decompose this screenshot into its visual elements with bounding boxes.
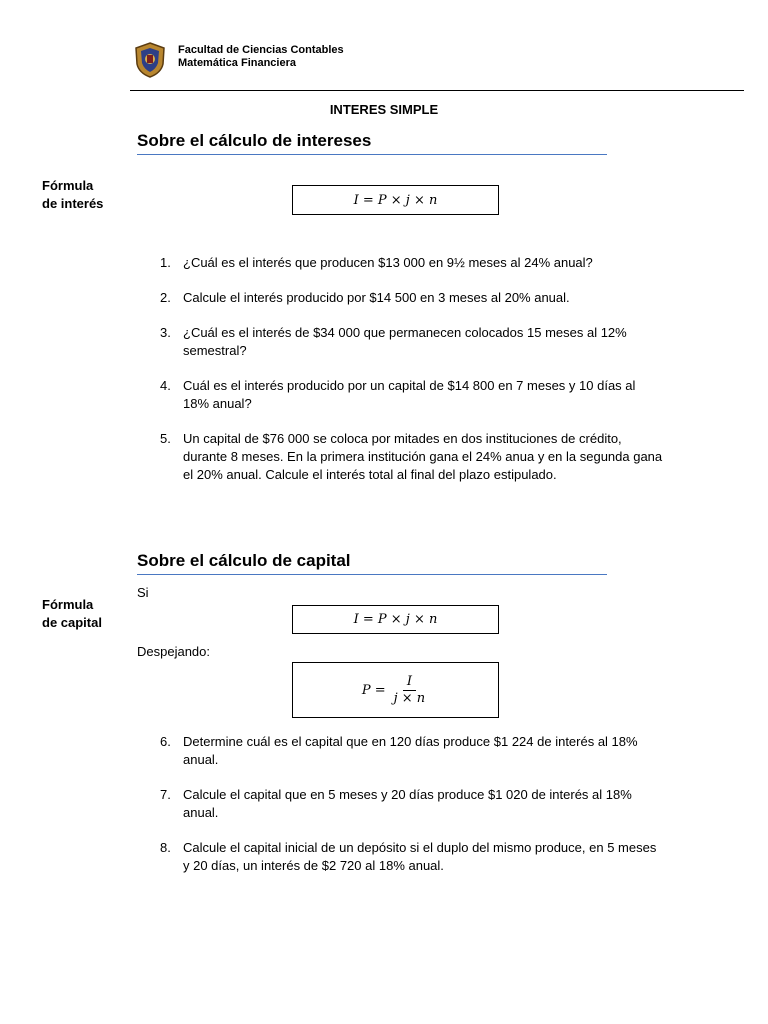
- list-item: 7. Calcule el capital que en 5 meses y 20 días produce $1 020 de interés al 18% anual.: [160, 787, 632, 820]
- fraction-numerator: I: [403, 674, 416, 691]
- list-item: 3. ¿Cuál es el interés de $34 000 que permanecen colocados 15 meses al 12% semestral?: [160, 325, 627, 358]
- faculty-header: [178, 44, 344, 70]
- side-label-formula-capital: Fórmula de capital: [42, 597, 102, 630]
- list-item: 1. ¿Cuál es el interés que producen $13 000 en 9½ meses al 24% anual?: [160, 255, 593, 270]
- side-label-formula-interes: Fórmula de interés: [42, 178, 104, 211]
- section-heading-capital: Sobre el cálculo de capital: [137, 551, 351, 570]
- list-item: 6. Determine cuál es el capital que en 120 días produce $1 224 de interés al 18% anual.: [160, 734, 638, 767]
- formula-interes-box: I = P × j × n: [292, 185, 499, 215]
- fraction-denominator: j × n: [393, 690, 426, 706]
- section-divider-intereses: [137, 154, 607, 155]
- formula-capital-box: I = P × j × n: [292, 605, 499, 634]
- formula-despeje-fraction: [390, 674, 430, 707]
- list-item: 4. Cuál es el interés producido por un capital de $14 800 en 7 meses y 10 días al 18% anual?: [160, 378, 636, 411]
- section-heading-intereses: Sobre el cálculo de intereses: [137, 131, 372, 150]
- page-title: INTERES SIMPLE: [329, 102, 439, 117]
- section-divider-capital: [137, 574, 607, 575]
- list-item: 8. Calcule el capital inicial de un depósito si el duplo del mismo produce, en 5 meses y 20 días, un interés de $2 720 al 18% anual.: [160, 840, 657, 873]
- question-list-intereses: [0, 254, 663, 501]
- question-list-capital: [0, 733, 663, 892]
- despejando-text: Despejando:: [137, 644, 210, 659]
- faculty-logo: [134, 42, 166, 78]
- formula-despeje-box: [292, 662, 499, 718]
- course-name: Matemática Financiera: [178, 57, 296, 69]
- faculty-name: Facultad de Ciencias Contables: [178, 44, 344, 56]
- si-text: Si: [137, 585, 149, 600]
- list-item: 2. Calcule el interés producido por $14 500 en 3 meses al 20% anual.: [160, 290, 570, 305]
- list-item: 5. Un capital de $76 000 se coloca por mitades en dos instituciones de crédito, durante 8 meses. En la primera institución gana el 24% anua y en la segunda gana el 20% anual. Calcule el interés total al final del plazo estipulado.: [160, 431, 663, 482]
- header-divider: [130, 90, 744, 91]
- formula-despeje-lhs: P =: [361, 682, 386, 698]
